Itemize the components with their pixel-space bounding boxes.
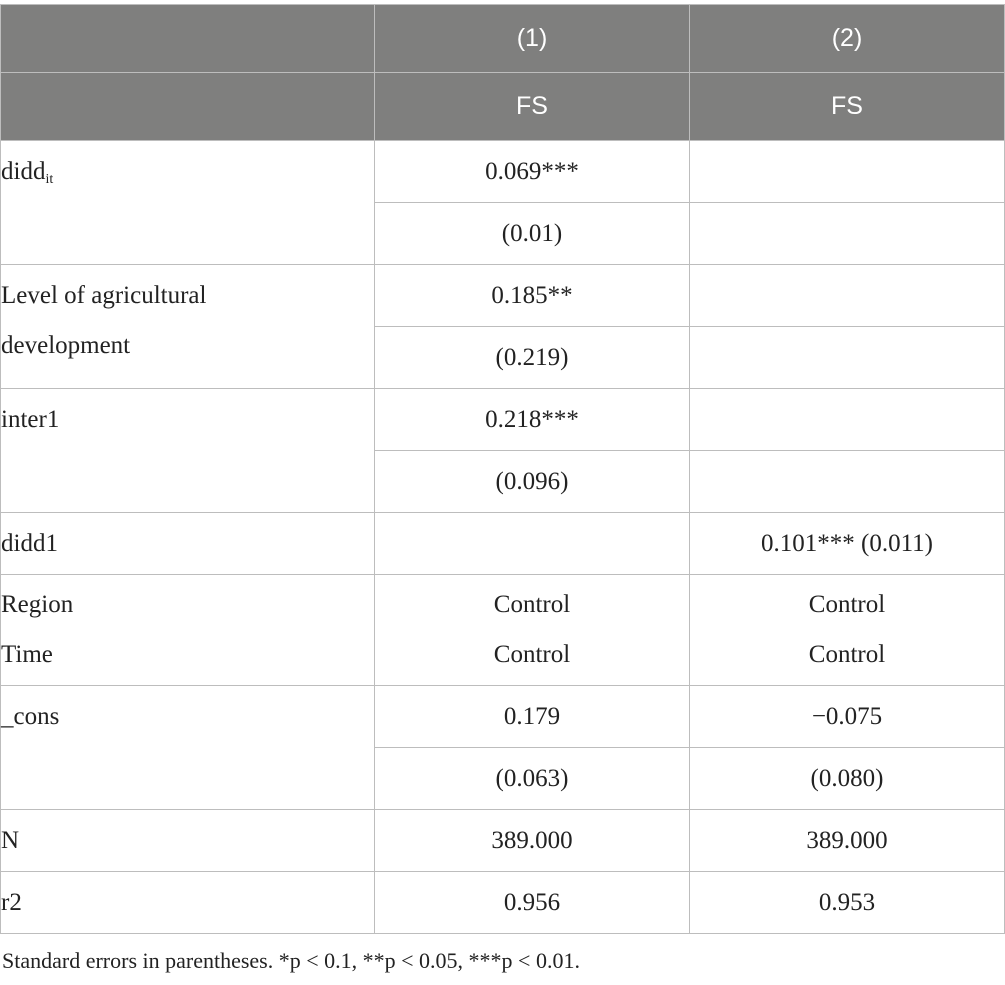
row-label-inter1: inter1 [1,389,375,513]
didd-col2-se [690,203,1005,265]
header-blank-2 [1,73,375,141]
header-col2-number: (2) [690,5,1005,73]
fe-col2-region: Control [808,591,886,618]
agri-label-line1: Level of agricultural [1,282,207,309]
cons-col2-coef: −0.075 [690,686,1005,748]
table-footnote: Standard errors in parentheses. *p < 0.1, **p < 0.05, ***p < 0.01. [2,948,580,973]
fe-col1 [375,575,690,686]
didd1-col1 [375,513,690,575]
cons-col1-se: (0.063) [375,748,690,810]
row-label-didd [1,141,375,265]
n-col1: 389.000 [375,810,690,872]
agri-col2-se [690,327,1005,389]
agri-col1-coef: 0.185** [375,265,690,327]
cons-col1-coef: 0.179 [375,686,690,748]
didd-col2-coef [690,141,1005,203]
cons-col2-se: (0.080) [690,748,1005,810]
table-row [1,810,1005,872]
r2-col1: 0.956 [375,872,690,934]
header-col1-label: FS [375,73,690,141]
fe-col2-time: Control [808,641,886,668]
didd-col1-se: (0.01) [375,203,690,265]
inter1-col1-coef: 0.218*** [375,389,690,451]
table-row [1,389,1005,451]
fe-col1-region: Control [493,591,571,618]
didd1-col2: 0.101*** (0.011) [690,513,1005,575]
table-row [1,513,1005,575]
fe-col2 [690,575,1005,686]
table-row [1,686,1005,748]
n-col2: 389.000 [690,810,1005,872]
regression-table [0,4,1005,934]
agri-col1-se: (0.219) [375,327,690,389]
fe-label-time: Time [1,641,53,668]
didd-col1-coef: 0.069*** [375,141,690,203]
inter1-col2-se [690,451,1005,513]
row-label-didd1: didd1 [1,513,375,575]
table-row [1,575,1005,686]
header-row-labels [1,73,1005,141]
row-label-agri [1,265,375,389]
r2-col2: 0.953 [690,872,1005,934]
header-col1-number: (1) [375,5,690,73]
agri-label-line2: development [1,332,131,359]
row-label-n: N [1,810,375,872]
row-label-fixed-effects [1,575,375,686]
header-col2-label: FS [690,73,1005,141]
agri-col2-coef [690,265,1005,327]
table-row [1,872,1005,934]
inter1-col1-se: (0.096) [375,451,690,513]
table-row [1,265,1005,327]
inter1-col2-coef [690,389,1005,451]
row-label-cons: _cons [1,686,375,810]
header-row-numbers [1,5,1005,73]
row-label-r2: r2 [1,872,375,934]
header-blank [1,5,375,73]
table-row [1,141,1005,203]
didd-label-text: didd [1,158,46,185]
fe-col1-time: Control [493,641,571,668]
fe-label-region: Region [1,591,74,618]
didd-subscript: it [45,172,54,187]
